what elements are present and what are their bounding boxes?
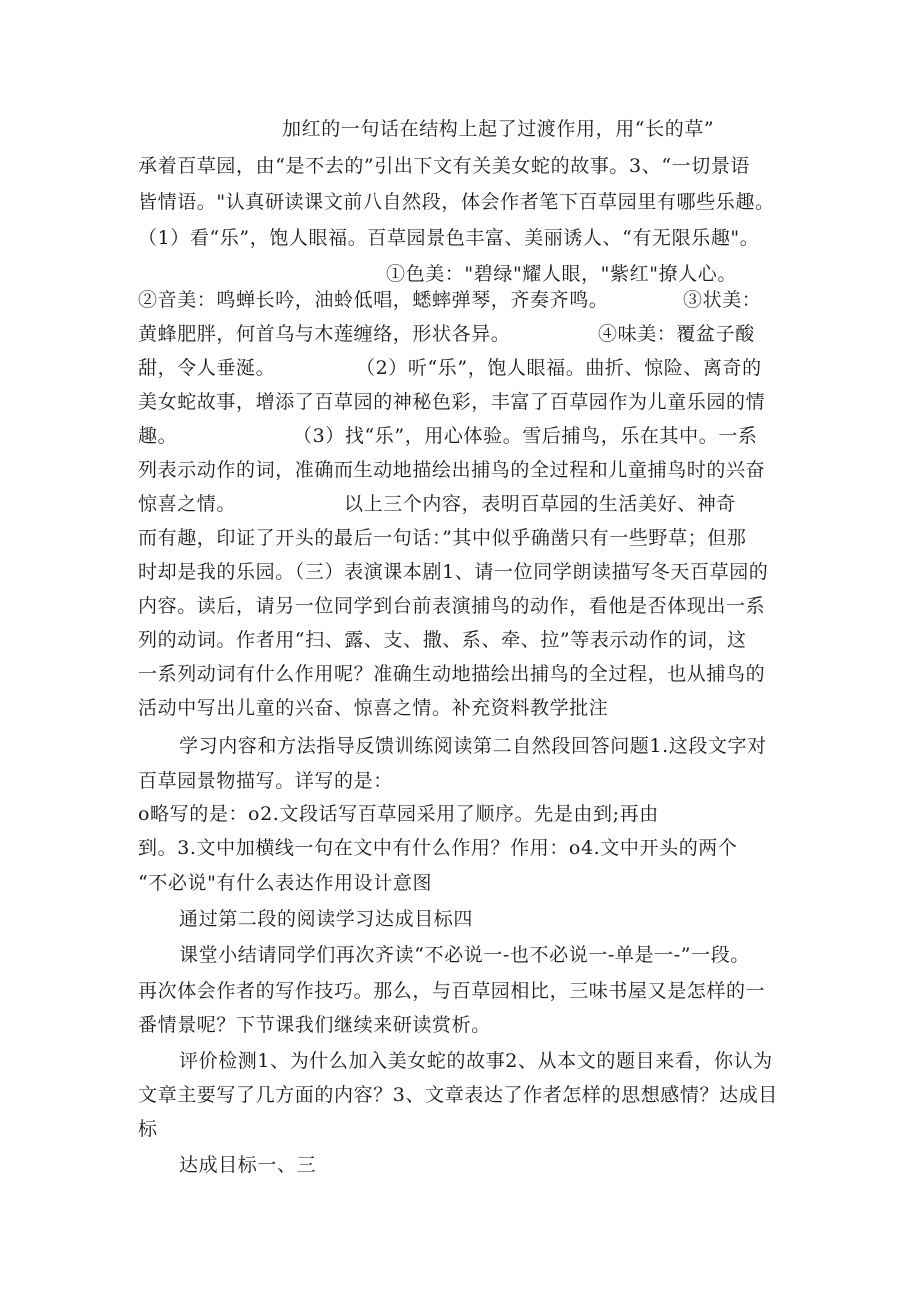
text-line: “不必说"有什么表达作用设计意图: [138, 872, 433, 894]
text-line: 百草园景物描写。详写的是：: [138, 770, 393, 792]
text-line: 通过第二段的阅读学习达成目标四: [179, 908, 474, 930]
text-line: ③状美：: [683, 289, 762, 311]
text-line: o略写的是：o2.文段话写百草园采用了顺序。先是由到;再由: [138, 803, 659, 825]
text-line: 美女蛇故事，增添了百草园的神秘色彩，丰富了百草园作为儿童乐园的情: [138, 391, 766, 413]
text-line: 标: [138, 1118, 158, 1140]
text-line: 甜，令人垂涎。: [138, 357, 276, 379]
text-line: （3）找“乐”，用心体验。雪后捕鸟，乐在其中。一系: [293, 425, 758, 447]
text-line: 学习内容和方法指导反馈训练阅读第二自然段回答问题1.这段文字对: [179, 735, 767, 757]
text-line: 列的动词。作者用“扫、露、支、撒、系、牵、拉”等表示动作的词，这: [138, 629, 747, 651]
text-line: 一系列动词有什么作用呢？准确生动地描绘出捕鸟的全过程，也从捕鸟的: [138, 663, 766, 685]
text-line: 评价检测1、为什么加入美女蛇的故事2、从本文的题目来看，你认为: [179, 1050, 773, 1072]
text-line: 皆情语。"认真研读课文前八自然段，体会作者笔下百草园里有哪些乐趣。: [138, 191, 775, 213]
text-line: 列表示动作的词，准确而生动地描绘出捕鸟的全过程和儿童捕鸟时的兴奋: [138, 459, 766, 481]
text-line: ②音美：鸣蝉长吟，油蛉低唱，蟋蟀弹琴，齐奏齐鸣。: [138, 289, 609, 311]
text-line: 课堂小结请同学们再次齐读“不必说一-也不必说一-单是一-”一段。: [179, 944, 750, 966]
text-line: 趣。: [138, 425, 178, 447]
text-line: 以上三个内容，表明百草园的生活美好、神奇: [344, 493, 737, 515]
text-line: 而有趣，印证了开头的最后一句话：”其中似乎确凿只有一些野草；但那: [138, 527, 747, 549]
text-line: ①色美："碧绿"耀人眼，"紫红"撩人心。: [386, 263, 737, 285]
text-line: （1）看“乐”，饱人眼福。百草园景色丰富、美丽诱人、“有无限乐趣"。: [138, 227, 760, 249]
text-line: 番情景呢？下节课我们继续来研读赏析。: [138, 1014, 491, 1036]
text-line: 文章主要写了几方面的内容？3、文章表达了作者怎样的思想感情？达成目: [138, 1084, 778, 1106]
text-line: （2）听“乐”，饱人眼福。曲折、惊险、离奇的: [356, 357, 762, 379]
text-line: 承着百草园，由“是不去的”引出下文有关美女蛇的故事。3、“一切景语: [138, 155, 751, 177]
text-line: 时却是我的乐园。（三）表演课本剧1、请一位同学朗读描写冬天百草园的: [138, 561, 769, 583]
text-line: ④味美：覆盆子酸: [598, 323, 755, 345]
text-line: 内容。读后，请另一位同学到台前表演捕鸟的动作，看他是否体现出一系: [138, 595, 766, 617]
text-line: 再次体会作者的写作技巧。那么，与百草园相比，三味书屋又是怎样的一: [138, 980, 766, 1002]
text-line: 到。3.文中加横线一句在文中有什么作用？作用：o4.文中开头的两个: [138, 837, 738, 859]
text-line: 加红的一句话在结构上起了过渡作用，用“长的草”: [282, 118, 715, 140]
text-line: 达成目标一、三: [179, 1154, 317, 1176]
text-line: 惊喜之情。: [138, 493, 237, 515]
text-line: 黄蜂肥胖，何首乌与木莲缠络，形状各异。: [138, 323, 511, 345]
text-line: 活动中写出儿童的兴奋、惊喜之情。补充资料教学批注: [138, 697, 609, 719]
